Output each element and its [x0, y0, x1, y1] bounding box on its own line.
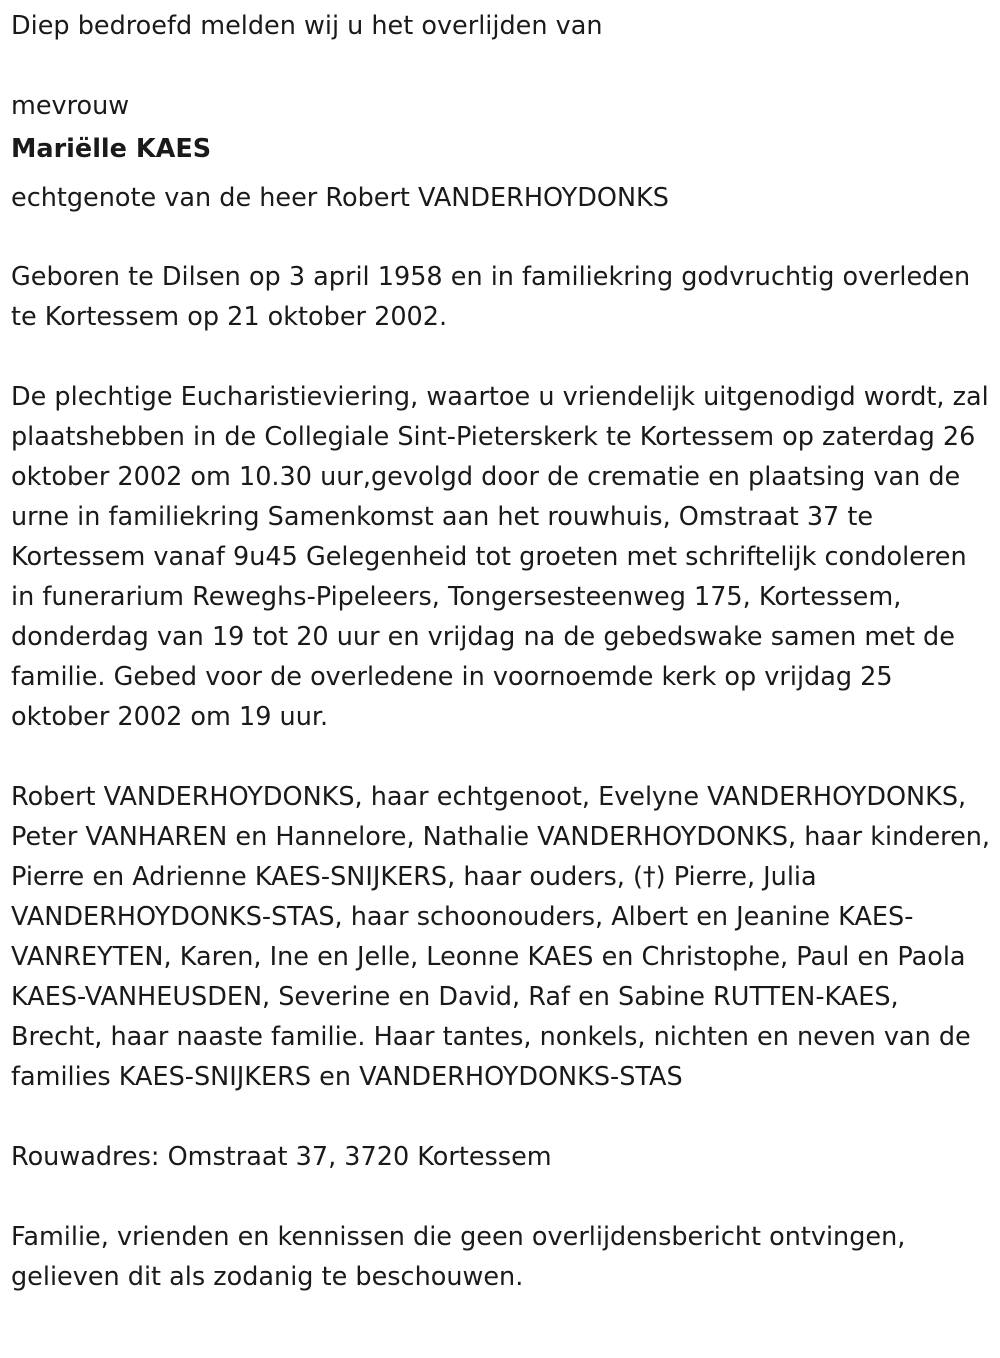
birth-death-paragraph: Geboren te Dilsen op 3 april 1958 en in familiekring godvruchtig overleden te Kortessem op 21 oktober 2002.	[11, 262, 971, 332]
closing-paragraph: Familie, vrienden en kennissen die geen overlijdensbericht ontvingen, gelieven dit als zodanig te beschouwen.	[11, 1222, 906, 1292]
spacer	[11, 1177, 996, 1217]
spacer	[11, 1097, 996, 1137]
intro-text: Diep bedroefd melden wij u het overlijden van	[11, 11, 603, 41]
salutation: mevrouw	[11, 91, 130, 121]
spacer	[11, 46, 996, 86]
spacer	[11, 337, 996, 377]
deceased-name: Mariëlle KAES	[11, 134, 212, 164]
spouse-line: echtgenote van de heer Robert VANDERHOYDONKS	[11, 183, 669, 213]
obituary-document	[11, 6, 996, 1297]
ceremony-paragraph: De plechtige Eucharistieviering, waartoe u vriendelijk uitgenodigd wordt, zal plaatshebben in de Collegiale Sint-Pieterskerk te Kortessem op zaterdag 26 oktober 2002 om 10.30 uur,gevolgd door de crematie en plaatsing van de urne in familiekring Samenkomst aan het rouwhuis, Omstraat 37 te Kortessem vanaf 9u45 Gelegenheid tot groeten met schriftelijk condoleren in funerarium Reweghs-Pipeleers, Tongersesteenweg 175, Kortessem, donderdag van 19 tot 20 uur en vrijdag na de gebedswake samen met de familie. Gebed voor de overledene in voornoemde kerk op vrijdag 25 oktober 2002 om 19 uur.	[11, 382, 989, 732]
spacer	[11, 737, 996, 777]
spacer	[11, 223, 996, 257]
mourning-address: Rouwadres: Omstraat 37, 3720 Kortessem	[11, 1142, 552, 1172]
family-paragraph: Robert VANDERHOYDONKS, haar echtgenoot, Evelyne VANDERHOYDONKS, Peter VANHAREN en Hannelore, Nathalie VANDERHOYDONKS, haar kinderen, Pierre en Adrienne KAES-SNIJKERS, haar ouders, (†) Pierre, Julia VANDERHOYDONKS-STAS, haar schoonouders, Albert en Jeanine KAES-VANREYTEN, Karen, Ine en Jelle, Leonne KAES en Christophe, Paul en Paola KAES-VANHEUSDEN, Severine en David, Raf en Sabine RUTTEN-KAES, Brecht, haar naaste familie. Haar tantes, nonkels, nichten en neven van de families KAES-SNIJKERS en VANDERHOYDONKS-STAS	[11, 782, 991, 1092]
